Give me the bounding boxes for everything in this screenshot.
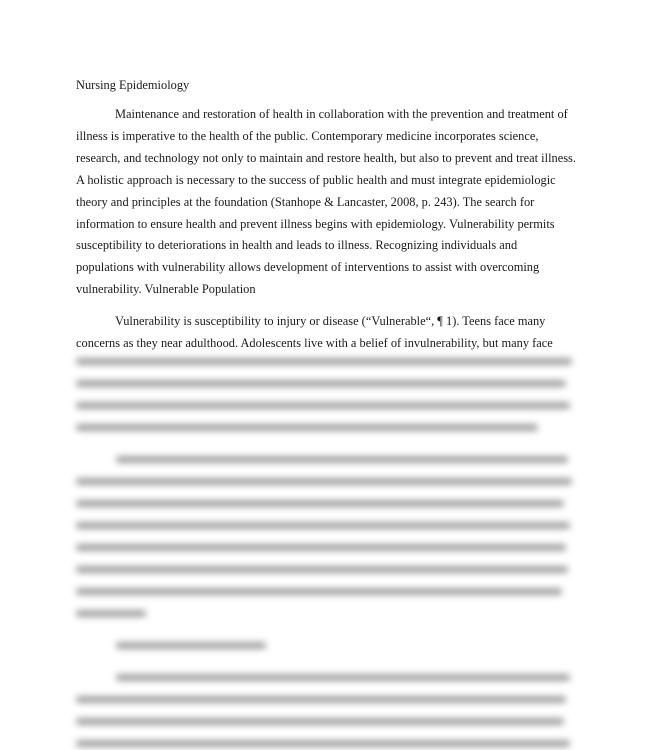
blurred-line	[76, 522, 570, 529]
blurred-line	[76, 402, 570, 409]
paragraph-1: Maintenance and restoration of health in collaboration with the prevention and treatment of illness is imperative to the health of the public. Contemporary medicine incorporates science, research, and technology not only to maintain and restore health, but also to prevent and treat illness. A holistic approach is necessary to the success of public health and must integrate epidemiologic theory and principles at the foundation (Stanhope & Lancaster, 2008, p. 243). The search for information to ensure health and prevent illness begins with epidemiology. Vulnerability permits susceptibility to deteriorations in health and leads to illness. Recognizing individuals and populations with vulnerability allows development of interventions to assist with overcoming vulnerability. Vulnerable Population	[76, 107, 576, 297]
blurred-line	[76, 696, 566, 703]
blurred-line	[76, 718, 564, 725]
paragraph-1-container	[76, 104, 576, 301]
blurred-line	[76, 610, 146, 617]
blurred-line	[76, 740, 570, 747]
document-title: Nursing Epidemiology	[76, 78, 190, 92]
blurred-line	[116, 642, 266, 649]
blurred-line	[76, 544, 566, 551]
blurred-line	[76, 358, 572, 365]
blurred-line	[116, 456, 568, 463]
blurred-line	[76, 500, 564, 507]
blurred-preview-content	[76, 352, 576, 750]
blurred-line	[76, 566, 568, 573]
blurred-line	[116, 674, 570, 681]
blurred-line	[76, 588, 562, 595]
blurred-line	[76, 424, 538, 431]
blurred-line	[76, 478, 572, 485]
paragraph-2: Vulnerability is susceptibility to injury or disease (“Vulnerable“, ¶ 1). Teens face many concerns as they near adulthood. Adolescents live with a belief of invulnerability, but many face	[76, 314, 553, 350]
blurred-line	[76, 380, 566, 387]
paragraph-2-container	[76, 311, 576, 355]
